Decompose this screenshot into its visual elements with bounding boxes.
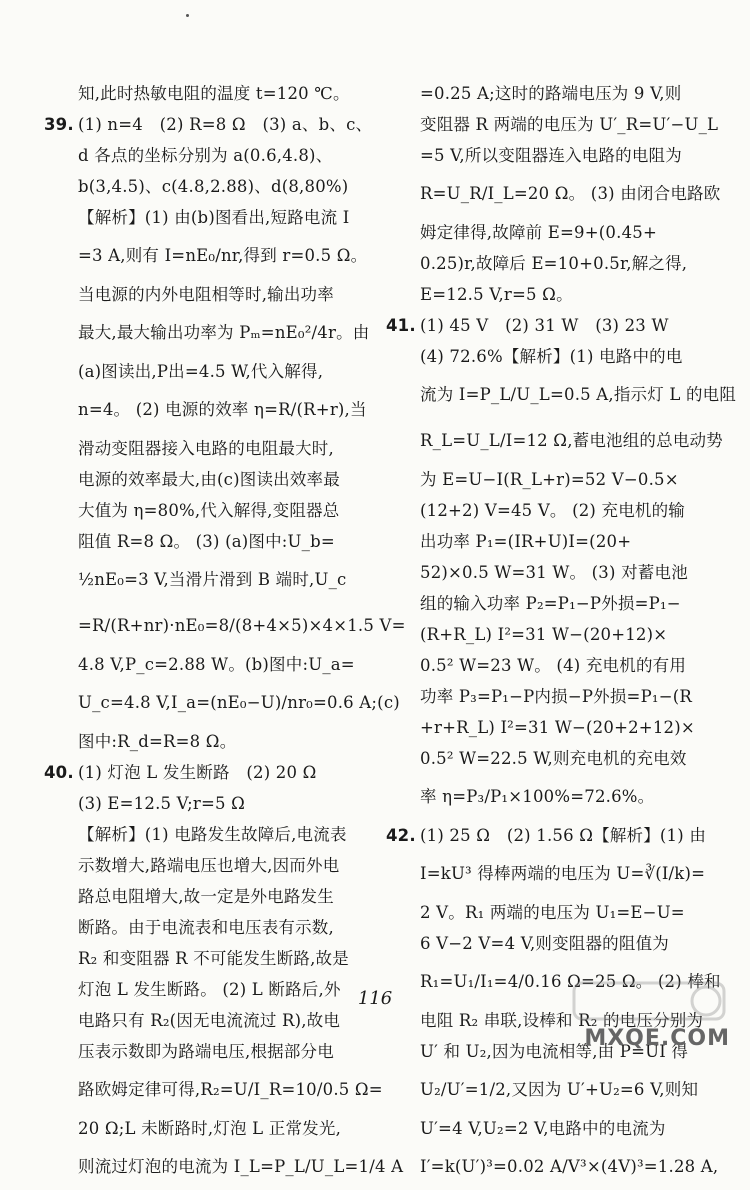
left-line [44,726,370,757]
answer-text: d 各点的坐标分别为 a(0.6,4.8)、 [78,146,333,165]
answer-text: I=kU³ 得棒两端的电压为 U=∛(I/k)= [420,864,706,883]
answer-text: (4) 72.6%【解析】(1) 电路中的电 [420,347,683,366]
answer-text: 图中:R_d=R=8 Ω。 [78,732,237,751]
left-line [44,140,370,171]
answer-text: 6 V−2 V=4 V,则变阻器的阻值为 [420,934,669,953]
answer-text: E=12.5 V,r=5 Ω。 [420,285,573,304]
page-number: 116 [357,988,393,1009]
left-line [44,171,370,202]
right-line [386,109,719,140]
left-line [44,881,370,912]
left-line [44,387,370,433]
answer-text: ½nE₀=3 V,当滑片滑到 B 端时,U_c [78,570,347,589]
answer-text: 压表示数即为路端电压,根据部分电 [78,1042,334,1061]
answer-text: R_L=U_L/I=12 Ω,蓄电池组的总电动势 [420,431,723,450]
answer-text: 【解析】(1) 电路发生故障后,电流表 [78,825,347,844]
question-number: 42. [386,826,416,845]
right-line [386,372,737,418]
right-line [386,495,714,526]
right-line [386,650,714,681]
left-line [44,78,370,109]
answer-text: R=U_R/I_L=20 Ω。 (3) 由闭合电路欧 [420,184,721,203]
left-line [44,557,370,603]
answer-text: U′ 和 U₂,因为电流相等,由 P=UI 得 [420,1042,689,1061]
answer-text: 20 Ω;L 未断路时,灯泡 L 正常发光, [78,1119,342,1138]
answer-text: 率 η=P₃/P₁×100%=72.6%。 [420,787,655,806]
right-line [386,140,714,171]
left-line [44,788,370,819]
right-line [386,310,714,341]
left-line [44,202,370,233]
answer-text: 4.8 V,P_c=2.88 W。(b)图中:U_a= [78,655,355,674]
right-line [386,279,714,310]
answer-text: 组的输入功率 P₂=P₁−P外损=P₁− [420,594,681,613]
left-line [44,310,370,356]
left-line [44,233,370,279]
left-line [44,1144,404,1190]
right-line [386,820,714,851]
answer-text: +r+R_L) I²=31 W−(20+2+12)× [420,718,695,737]
answer-text: (1) 45 V (2) 31 W (3) 23 W [420,316,669,335]
right-line [386,681,714,712]
right-line [386,248,714,279]
answer-text: 路总电阻增大,故一定是外电路发生 [78,887,334,906]
answer-text: U′=4 V,U₂=2 V,电路中的电流为 [420,1119,666,1138]
left-line [44,1036,370,1067]
right-line [386,712,714,743]
right-line [386,743,714,774]
right-line [386,1144,719,1190]
right-line [386,418,723,464]
right-line [386,557,714,588]
answer-text: (1) 25 Ω (2) 1.56 Ω【解析】(1) 由 [420,826,707,845]
answer-text: 变阻器 R 两端的电压为 U′_R=U′−U_L [420,115,719,134]
left-line [44,279,370,310]
question-number: 39. [44,115,74,134]
right-line [386,851,714,897]
right-line [386,464,714,495]
answer-text: n=4。 (2) 电源的效率 η=R/(R+r),当 [78,400,367,419]
answer-text: (1) 灯泡 L 发生断路 (2) 20 Ω [78,763,317,782]
right-line [386,1067,714,1113]
left-line [44,603,406,649]
right-line [386,774,714,820]
answer-text: 知,此时热敏电阻的温度 t=120 ℃。 [78,84,350,103]
left-line [44,1067,383,1113]
answer-text: 阻值 R=8 Ω。 (3) (a)图中:U_b= [78,532,335,551]
answer-text: =R/(R+nr)·nE₀=8/(8+4×5)×4×1.5 V= [78,616,406,635]
answer-text: 断路。由于电流表和电压表有示数, [78,918,334,937]
answer-text: =5 V,所以变阻器连入电路的电阻为 [420,146,682,165]
answer-text: 0.25)r,故障后 E=10+0.5r,解之得, [420,254,688,273]
left-line [44,1113,370,1144]
answer-text: 姆定律得,故障前 E=9+(0.45+ [420,223,657,242]
right-line [386,1113,714,1144]
answer-text: 当电源的内外电阻相等时,输出功率 [78,285,334,304]
answer-text: U_c=4.8 V,I_a=(nE₀−U)/nr₀=0.6 A;(c) [78,693,400,712]
answer-text: 大值为 η=80%,代入解得,变阻器总 [78,501,340,520]
answer-text: (R+R_L) I²=31 W−(20+12)× [420,625,668,644]
left-line [44,433,370,464]
left-line [44,649,370,680]
left-line [44,912,370,943]
right-line [386,78,714,109]
answer-text: (1) n=4 (2) R=8 Ω (3) a、b、c、 [78,115,373,134]
right-line [386,171,721,217]
scan-dot [186,14,189,17]
right-line [386,928,714,959]
answer-text: 流为 I=P_L/U_L=0.5 A,指示灯 L 的电阻 [420,385,737,404]
answer-text: (3) E=12.5 V;r=5 Ω [78,794,246,813]
answer-text: 【解析】(1) 由(b)图看出,短路电流 I [78,208,350,227]
answer-text: 电阻 R₂ 串联,设棒和 R₂ 的电压分别为 [420,1011,704,1030]
answer-text: 为 E=U−I(R_L+r)=52 V−0.5× [420,470,679,489]
answer-text: 52)×0.5 W=31 W。 (3) 对蓄电池 [420,563,688,582]
watermark-site: MXQE.COM [584,1026,730,1051]
left-line [44,680,400,726]
answer-text: R₁=U₁/I₁=4/0.16 Ω=25 Ω。 (2) 棒和 [420,972,721,991]
answer-text: =0.25 A;这时的路端电压为 9 V,则 [420,84,682,103]
answer-text: I′=k(U′)³=0.02 A/V³×(4V)³=1.28 A, [420,1157,719,1176]
answer-text: 示数增大,路端电压也增大,因而外电 [78,856,340,875]
right-line [386,619,714,650]
answer-text: (a)图读出,P出=4.5 W,代入解得, [78,362,324,381]
answer-text: 0.5² W=23 W。 (4) 充电机的有用 [420,656,687,675]
right-line [386,588,714,619]
left-line [44,109,373,140]
right-line [386,217,714,248]
left-line [44,819,370,850]
answer-text: 最大,最大输出功率为 Pₘ=nE₀²/4r。由 [78,323,370,342]
answer-text: 则流过灯泡的电流为 I_L=P_L/U_L=1/4 A [78,1157,404,1176]
answer-text: R₂ 和变阻器 R 不可能发生断路,故是 [78,949,349,968]
answer-text: (12+2) V=45 V。 (2) 充电机的输 [420,501,685,520]
right-line [386,341,714,372]
left-line [44,464,370,495]
answer-text: U₂/U′=1/2,又因为 U′+U₂=6 V,则知 [420,1080,699,1099]
answer-text: 出功率 P₁=(IR+U)I=(20+ [420,532,632,551]
left-line [44,495,370,526]
right-line [386,897,714,928]
left-line [44,1005,370,1036]
right-line [386,526,714,557]
left-line [44,850,370,881]
answer-text: 2 V。R₁ 两端的电压为 U₁=E−U= [420,903,685,922]
left-line [44,526,370,557]
answer-text: 路欧姆定律可得,R₂=U/I_R=10/0.5 Ω= [78,1080,383,1099]
question-number: 40. [44,763,74,782]
left-line [44,356,370,387]
question-number: 41. [386,316,416,335]
answer-text: 滑动变阻器接入电路的电阻最大时, [78,439,334,458]
left-line [44,943,370,974]
left-line [44,757,370,788]
answer-text: b(3,4.5)、c(4.8,2.88)、d(8,80%) [78,177,349,196]
answer-text: =3 A,则有 I=nE₀/nr,得到 r=0.5 Ω。 [78,246,368,265]
answer-text: 电路只有 R₂(因无电流流过 R),故电 [78,1011,341,1030]
answer-text: 0.5² W=22.5 W,则充电机的充电效 [420,749,687,768]
answer-text: 功率 P₃=P₁−P内损−P外损=P₁−(R [420,687,692,706]
answer-text: 灯泡 L 发生断路。 (2) L 断路后,外 [78,980,341,999]
answer-text: 电源的效率最大,由(c)图读出效率最 [78,470,340,489]
